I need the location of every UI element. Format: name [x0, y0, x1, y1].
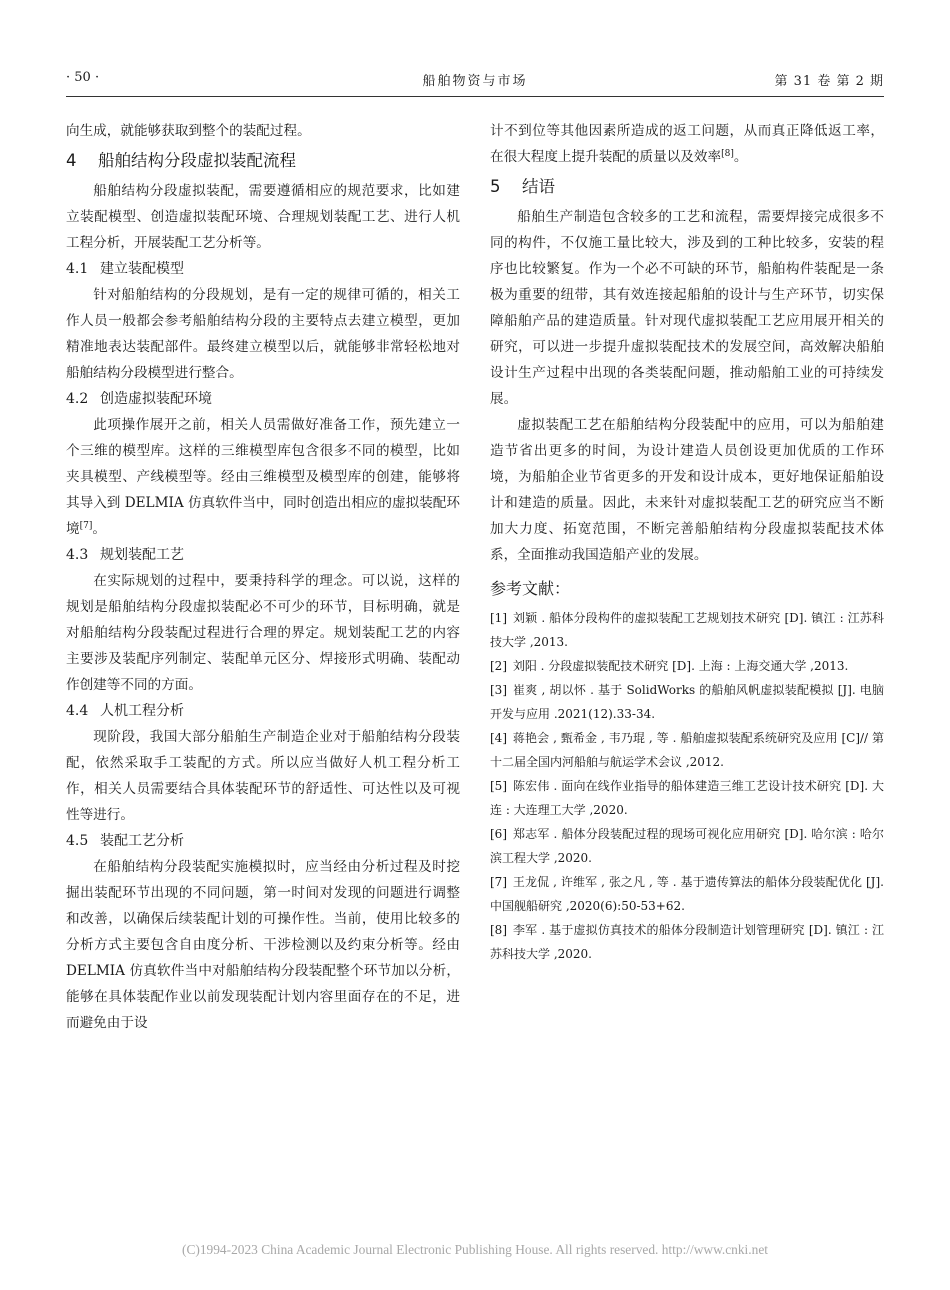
reference-list — [490, 606, 884, 966]
issue-label: 第 31 卷 第 2 期 — [774, 74, 884, 89]
running-header — [66, 70, 884, 90]
subsection-number: 4.5 — [66, 833, 89, 849]
references-heading: 参考文献： — [490, 579, 571, 598]
header-rule — [66, 96, 884, 97]
reference-number: [3] — [490, 683, 507, 697]
reference-number: [5] — [490, 779, 507, 793]
paragraph-tail: 。 — [733, 149, 748, 165]
citation-marker: [8] — [721, 149, 734, 159]
subsection-title: 建立装配模型 — [100, 261, 184, 277]
subsection-number: 4.4 — [66, 703, 89, 719]
section-title: 结语 — [522, 177, 555, 196]
reference-number: [4] — [490, 731, 507, 745]
reference-text: 崔爽 , 胡以怀 . 基于 SolidWorks 的船舶风帆虚拟装配模拟 [J]. 电脑开发与应用 .2021(12).33-34. — [490, 683, 884, 721]
reference-text: 陈宏伟 . 面向在线作业指导的船体建造三维工艺设计技术研究 [D]. 大连 : 大连理工大学 ,2020. — [490, 779, 884, 817]
reference-number: [7] — [490, 875, 507, 889]
paragraph: 船舶结构分段虚拟装配，需要遵循相应的规范要求，比如建立装配模型、创造虚拟装配环境、合理规划装配工艺、进行人机工程分析，开展装配工艺分析等。 — [66, 183, 460, 251]
paragraph: 虚拟装配工艺在船舶结构分段装配中的应用，可以为船舶建造节省出更多的时间，为设计建造人员创设更加优质的工作环境，为船舶企业节省更多的开发和设计成本，更好地保证船舶设计和建造的质量。因此，未来针对虚拟装配工艺的研究应当不断加大力度、拓宽范围，不断完善船舶结构分段虚拟装配技术体系，全面推动我国造船产业的发展。 — [490, 417, 884, 563]
reference-number: [6] — [490, 827, 507, 841]
reference-item — [490, 774, 884, 822]
subsection-number: 4.3 — [66, 547, 89, 563]
paragraph: 在船舶结构分段装配实施模拟时，应当经由分析过程及时挖掘出装配环节出现的不同问题，第一时间对发现的问题进行调整和改善，以确保后续装配计划的可操作性。当前，使用比较多的分析方式主要包含自由度分析、干涉检测以及约束分析等。经由 DELMIA 仿真软件当中对船舶结构分段装配整个环节加以分析，能够在具体装配作业以前发现装配计划内容里面存在的不足，进而避免由于设 — [66, 859, 460, 1031]
reference-item — [490, 678, 884, 726]
section-number: 5 — [490, 177, 501, 196]
subsection-heading-4-2 — [66, 386, 460, 412]
right-column — [490, 118, 884, 966]
subsection-title: 创造虚拟装配环境 — [100, 391, 212, 407]
reference-text: 蒋艳会 , 甄希金 , 韦乃琨 , 等 . 船舶虚拟装配系统研究及应用 [C]// 第十二届全国内河船舶与航运学术会议 ,2012. — [490, 731, 884, 769]
paragraph: 针对船舶结构的分段规划，是有一定的规律可循的，相关工作人员一般都会参考船舶结构分段的主要特点去建立模型，更加精准地表达装配部件。最终建立模型以后，就能够非常轻松地对船舶结构分段模型进行整合。 — [66, 287, 460, 381]
reference-text: 刘阳 . 分段虚拟装配技术研究 [D]. 上海 : 上海交通大学 ,2013. — [512, 659, 849, 673]
subsection-heading-4-5 — [66, 828, 460, 854]
section-title: 船舶结构分段虚拟装配流程 — [98, 151, 296, 170]
subsection-number: 4.1 — [66, 261, 89, 277]
section-heading-4 — [66, 146, 460, 176]
paragraph-text: 此项操作展开之前，相关人员需做好准备工作，预先建立一个三维的模型库。这样的三维模型库包含很多不同的模型，比如夹具模型、产线模型等。经由三维模型及模型库的创建，能够将其导入到 DELMIA 仿真软件当中，同时创造出相应的虚拟装配环境 — [66, 417, 460, 537]
section-heading-5 — [490, 172, 884, 202]
citation-marker: [7] — [79, 521, 93, 531]
subsection-title: 人机工程分析 — [100, 703, 184, 719]
reference-number: [2] — [490, 659, 507, 673]
reference-text: 王龙侃 , 许维军 , 张之凡 , 等 . 基于遗传算法的船体分段装配优化 [J]. 中国舰船研究 ,2020(6):50-53+62. — [490, 875, 884, 913]
reference-item — [490, 654, 884, 678]
paragraph-text: 计不到位等其他因素所造成的返工问题，从而真正降低返工率，在很大程度上提升装配的质量以及效率 — [490, 123, 884, 165]
copyright-footer: (C)1994-2023 China Academic Journal Electronic Publishing House. All rights reserved. http://www.cnki.net — [182, 1242, 768, 1257]
page-number: · 50 · — [66, 70, 100, 85]
reference-item — [490, 606, 884, 654]
reference-text: 李军 . 基于虚拟仿真技术的船体分段制造计划管理研究 [D]. 镇江 : 江苏科技大学 ,2020. — [490, 923, 884, 961]
paragraph: 现阶段，我国大部分船舶生产制造企业对于船舶结构分段装配，依然采取手工装配的方式。所以应当做好人机工程分析工作，相关人员需要结合具体装配环节的舒适性、可达性以及可视性等进行。 — [66, 729, 460, 823]
paragraph: 在实际规划的过程中，要秉持科学的理念。可以说，这样的规划是船舶结构分段虚拟装配必不可少的环节，目标明确，就是对船舶结构分段装配过程进行合理的界定。规划装配工艺的内容主要涉及装配序列制定、装配单元区分、焊接形式明确、装配动作创建等不同的方面。 — [66, 573, 460, 693]
subsection-heading-4-1 — [66, 256, 460, 282]
journal-title: 船舶物资与市场 — [422, 74, 528, 89]
paragraph: 向生成，就能够获取到整个的装配过程。 — [66, 123, 311, 139]
subsection-heading-4-4 — [66, 698, 460, 724]
subsection-title: 装配工艺分析 — [100, 833, 184, 849]
section-number: 4 — [66, 151, 77, 170]
reference-item — [490, 726, 884, 774]
subsection-title: 规划装配工艺 — [100, 547, 184, 563]
reference-item — [490, 918, 884, 966]
reference-item — [490, 822, 884, 870]
reference-text: 郑志军 . 船体分段装配过程的现场可视化应用研究 [D]. 哈尔滨 : 哈尔滨工程大学 ,2020. — [490, 827, 884, 865]
reference-item — [490, 870, 884, 918]
reference-number: [1] — [490, 611, 507, 625]
paragraph — [66, 412, 460, 542]
paragraph: 船舶生产制造包含较多的工艺和流程，需要焊接完成很多不同的构件，不仅施工量比较大，涉及到的工种比较多，安装的程序也比较繁复。作为一个必不可缺的环节，船舶构件装配是一条极为重要的纽带，其有效连接起船舶的设计与生产环节，切实保障船舶产品的建造质量。针对现代虚拟装配工艺应用展开相关的研究，可以进一步提升虚拟装配技术的发展空间，高效解决船舶设计生产过程中出现的各类装配问题，推动船舶工业的可持续发展。 — [490, 209, 884, 407]
subsection-heading-4-3 — [66, 542, 460, 568]
reference-text: 刘颖 . 船体分段构件的虚拟装配工艺规划技术研究 [D]. 镇江 : 江苏科技大学 ,2013. — [490, 611, 884, 649]
subsection-number: 4.2 — [66, 391, 89, 407]
paragraph — [490, 118, 884, 170]
reference-number: [8] — [490, 923, 507, 937]
paragraph-tail: 。 — [92, 521, 106, 537]
left-column — [66, 118, 460, 1036]
